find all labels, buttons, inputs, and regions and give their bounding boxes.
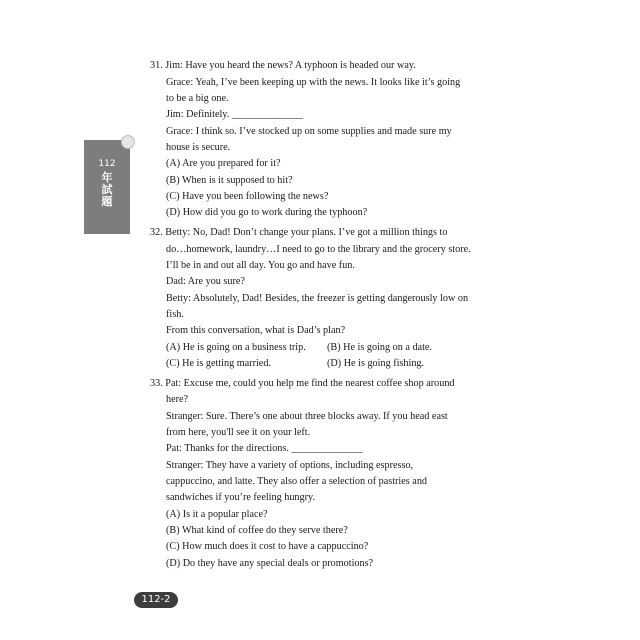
q32-line: do…homework, laundry…I need to go to the library and the grocery store.	[166, 244, 471, 255]
side-tab-char: 題	[101, 195, 113, 208]
q31-line: Grace: Yeah, I’ve been keeping up with the news. It looks like it’s going	[166, 77, 461, 88]
q33-option-c: (C) How much does it cost to have a cappuccino?	[166, 541, 369, 552]
q33-line: Stranger: They have a variety of options, including espresso,	[166, 460, 414, 471]
q33-option-b: (B) What kind of coffee do they serve there?	[166, 525, 348, 536]
q31-line: to be a big one.	[166, 93, 229, 104]
q32-line: Betty: Absolutely, Dad! Besides, the freezer is getting dangerously low on	[166, 293, 469, 304]
side-tab-char: 年	[101, 171, 113, 184]
q33-line: sandwiches if you’re feeling hungry.	[166, 492, 315, 503]
q32-option-c: (C) He is getting married.	[166, 358, 271, 369]
q33-line: from here, you'll see it on your left.	[166, 427, 311, 438]
q31-line: house is secure.	[166, 142, 231, 153]
q33-line: Pat: Thanks for the directions. ______________	[166, 443, 363, 454]
q32-line: Dad: Are you sure?	[166, 276, 245, 287]
q33-line: here?	[166, 394, 189, 405]
side-tab-label	[84, 158, 130, 208]
q31-line: 31. Jim: Have you heard the news? A typhoon is headed our way.	[150, 60, 416, 71]
tab-dot-icon	[121, 135, 135, 149]
side-tab-year: 112	[98, 159, 116, 169]
q31-option-a: (A) Are you prepared for it?	[166, 158, 281, 169]
q33-option-a: (A) Is it a popular place?	[166, 509, 268, 520]
q32-option-d: (D) He is going fishing.	[327, 358, 425, 369]
q32-option-a: (A) He is going on a business trip.	[166, 342, 306, 353]
q31-option-b: (B) When is it supposed to hit?	[166, 175, 293, 186]
q33-line: 33. Pat: Excuse me, could you help me find the nearest coffee shop around	[150, 378, 455, 389]
q32-line: fish.	[166, 309, 184, 320]
q32-line: I’ll be in and out all day. You go and have fun.	[166, 260, 355, 271]
q32-line: 32. Betty: No, Dad! Don’t change your plans. I’ve got a million things to	[150, 227, 448, 238]
q33-option-d: (D) Do they have any special deals or promotions?	[166, 558, 374, 569]
q31-line: Grace: I think so. I’ve stocked up on some supplies and made sure my	[166, 126, 452, 137]
side-tab-char: 試	[101, 183, 113, 196]
q33-line: Stranger: Sure. There’s one about three blocks away. If you head east	[166, 411, 448, 422]
q33-line: cappuccino, and latte. They also offer a selection of pastries and	[166, 476, 428, 487]
q31-option-d: (D) How did you go to work during the typhoon?	[166, 207, 368, 218]
q32-prompt: From this conversation, what is Dad’s plan?	[166, 325, 346, 336]
q31-line: Jim: Definitely. ______________	[166, 109, 304, 120]
page-number-badge: 112-2	[134, 592, 178, 608]
q32-option-b: (B) He is going on a date.	[327, 342, 432, 353]
year-side-tab	[84, 140, 130, 234]
q31-option-c: (C) Have you been following the news?	[166, 191, 329, 202]
